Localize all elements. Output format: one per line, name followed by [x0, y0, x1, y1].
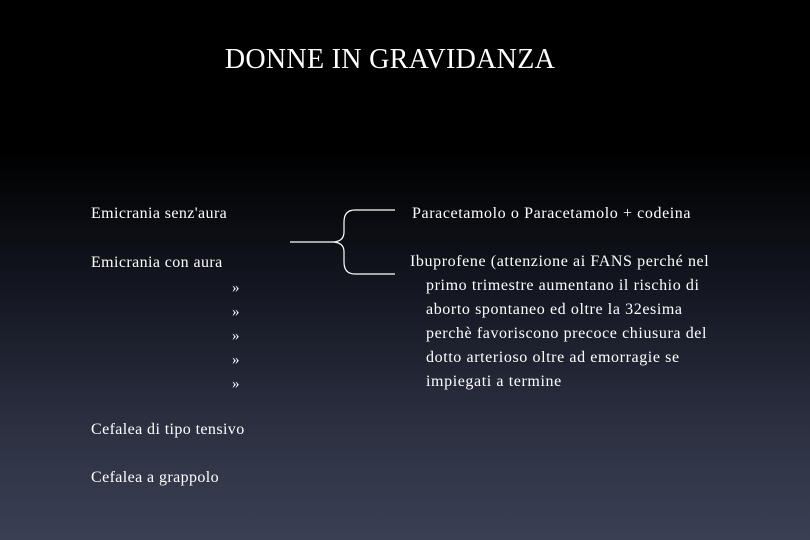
right-item-ibuprofene [410, 250, 790, 394]
sub-bullet: » [232, 304, 240, 320]
left-item-emicrania-senza-aura: Emicrania senz'aura [91, 205, 228, 222]
curly-brace-path [290, 210, 395, 274]
right-item-line: Ibuprofene (attenzione ai FANS perché nel [410, 253, 710, 270]
left-item-cefalea-grappolo: Cefalea a grappolo [91, 469, 220, 486]
left-item-emicrania-con-aura: Emicrania con aura [91, 254, 223, 271]
right-item-line: aborto spontaneo ed oltre la 32esima [426, 301, 683, 318]
sub-bullet: » [232, 352, 240, 368]
right-item-line: perchè favoriscono precoce chiusura del [426, 325, 708, 342]
left-item-cefalea-tensiva: Cefalea di tipo tensivo [91, 421, 245, 438]
right-item-line: primo trimestre aumentano il rischio di [426, 277, 700, 294]
sub-bullet: » [232, 280, 240, 296]
right-item-line: dotto arterioso oltre ad emorragie se [426, 349, 680, 366]
right-item-line: impiegati a termine [426, 373, 562, 390]
slide-title: DONNE IN GRAVIDANZA [224, 44, 556, 75]
sub-bullet: » [232, 376, 240, 392]
sub-bullet: » [232, 328, 240, 344]
right-item-paracetamolo: Paracetamolo o Paracetamolo + codeina [412, 205, 692, 222]
